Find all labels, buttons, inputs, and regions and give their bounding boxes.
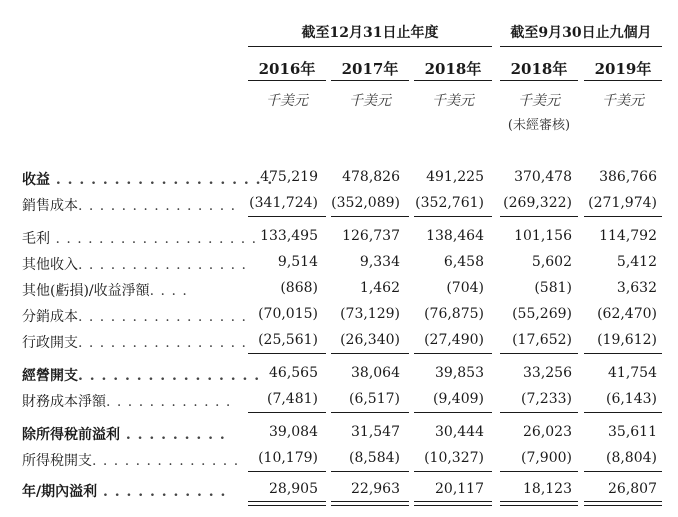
row-label-text: 分銷成本 [22, 309, 78, 325]
cell-value: (70,015) [258, 306, 318, 322]
row-label [22, 332, 247, 352]
cell-value: (269,322) [503, 195, 572, 211]
row-label-text: 年/期內溢利 [22, 484, 98, 500]
cell-value: 38,064 [351, 365, 400, 381]
column-year: 2017年 [341, 60, 399, 78]
subtotal-rule [331, 353, 409, 354]
subtotal-rule [500, 353, 578, 354]
cell-value: 28,905 [269, 481, 318, 497]
total-double-underline [500, 505, 578, 506]
cell-value: (10,179) [258, 450, 318, 466]
group-underline [500, 46, 662, 47]
cell-value: (7,233) [520, 391, 572, 407]
year-underline [414, 80, 492, 81]
cell-value: 26,807 [608, 481, 657, 497]
total-double-underline [500, 501, 578, 502]
column-year: 2016年 [258, 60, 316, 78]
row-label-text: 財務成本淨額 [22, 394, 106, 410]
column-unit: 千美元 [518, 93, 560, 109]
cell-value: 30,444 [435, 424, 484, 440]
cell-value: (26,340) [340, 332, 400, 348]
row-label [22, 391, 231, 411]
dot-leader: . . . . . . . . . . . . . . . [78, 198, 237, 214]
cell-value: (17,652) [512, 332, 572, 348]
cell-value: (581) [534, 280, 572, 296]
cell-value: (9,409) [432, 391, 484, 407]
cell-value: 101,156 [514, 228, 572, 244]
subtotal-rule [414, 353, 492, 354]
column-unit: 千美元 [349, 93, 391, 109]
cell-value: (27,490) [424, 332, 484, 348]
row-label [22, 481, 226, 501]
dot-leader: . . . . . . . . . . . . . . [92, 453, 240, 469]
row-label-text: 其他收入 [22, 257, 78, 273]
cell-value: 22,963 [351, 481, 400, 497]
subtotal-rule [584, 216, 662, 217]
subtotal-rule [248, 412, 326, 413]
subtotal-rule [584, 412, 662, 413]
cell-value: 5,412 [616, 254, 657, 270]
cell-value: (352,089) [331, 195, 400, 211]
cell-value: 20,117 [435, 481, 484, 497]
row-label-text: 其他(虧損)/收益淨額 [22, 283, 150, 299]
dot-leader: . . . . . . . . . . . . . . . . [78, 335, 247, 351]
cell-value: (868) [280, 280, 318, 296]
cell-value: (8,804) [605, 450, 657, 466]
cell-value: 26,023 [523, 424, 572, 440]
row-label-text: 收益 [22, 172, 50, 188]
cell-value: 6,458 [443, 254, 484, 270]
total-double-underline [331, 505, 409, 506]
cell-value: (352,761) [415, 195, 484, 211]
total-double-underline [584, 505, 662, 506]
column-year: 2018年 [424, 60, 482, 78]
dot-leader: . . . . . . . . . . . . . . . . . . . [50, 231, 258, 247]
cell-value: 18,123 [523, 481, 572, 497]
year-underline [248, 80, 326, 81]
row-label-text: 經營開支 [22, 368, 78, 384]
row-label-text: 行政開支 [22, 335, 78, 351]
cell-value: (76,875) [424, 306, 484, 322]
cell-value: (6,143) [605, 391, 657, 407]
row-label-text: 銷售成本 [22, 198, 78, 214]
subtotal-rule [500, 216, 578, 217]
cell-value: 41,754 [608, 365, 657, 381]
subtotal-rule [500, 471, 578, 472]
dot-leader: . . . . . . . . . [120, 427, 226, 443]
cell-value: 370,478 [514, 169, 572, 185]
total-double-underline [584, 501, 662, 502]
row-label [22, 424, 226, 444]
row-label [22, 280, 188, 300]
dot-leader: . . . . [149, 283, 188, 299]
total-double-underline [331, 501, 409, 502]
dot-leader: . . . . . . . . . . . . . . . . [78, 309, 247, 325]
column-unit: 千美元 [602, 93, 644, 109]
total-double-underline [248, 501, 326, 502]
total-double-underline [414, 505, 492, 506]
subtotal-rule [248, 471, 326, 472]
cell-value: (19,612) [597, 332, 657, 348]
row-label-text: 毛利 [22, 231, 50, 247]
dot-leader: . . . . . . . . . . . [97, 484, 227, 500]
column-year: 2018年 [510, 60, 568, 78]
cell-value: (7,481) [266, 391, 318, 407]
cell-value: (271,974) [588, 195, 657, 211]
cell-value: 133,495 [260, 228, 318, 244]
subtotal-rule [331, 412, 409, 413]
cell-value: (62,470) [597, 306, 657, 322]
column-unit: 千美元 [432, 93, 474, 109]
cell-value: 114,792 [599, 228, 657, 244]
row-label-text: 所得稅開支 [22, 453, 92, 469]
total-double-underline [248, 505, 326, 506]
cell-value: 46,565 [269, 365, 318, 381]
cell-value: 475,219 [260, 169, 318, 185]
cell-value: (7,900) [520, 450, 572, 466]
dot-leader: . . . . . . . . . . . . . . . . [78, 368, 261, 384]
cell-value: 39,853 [435, 365, 484, 381]
subtotal-rule [414, 471, 492, 472]
cell-value: 9,514 [277, 254, 318, 270]
cell-value: 5,602 [531, 254, 572, 270]
cell-value: 126,737 [342, 228, 400, 244]
column-year: 2019年 [594, 60, 652, 78]
subtotal-rule [248, 216, 326, 217]
subtotal-rule [584, 353, 662, 354]
subtotal-rule [331, 216, 409, 217]
subtotal-rule [584, 471, 662, 472]
cell-value: 9,334 [359, 254, 400, 270]
column-unit: 千美元 [266, 93, 308, 109]
cell-value: 491,225 [426, 169, 484, 185]
total-double-underline [414, 501, 492, 502]
cell-value: 35,611 [608, 424, 657, 440]
dot-leader: . . . . . . . . . . . . . . . . . . . [50, 172, 274, 188]
cell-value: (341,724) [249, 195, 318, 211]
cell-value: 478,826 [342, 169, 400, 185]
subtotal-rule [331, 471, 409, 472]
cell-value: (10,327) [424, 450, 484, 466]
year-underline [584, 80, 662, 81]
subtotal-rule [414, 216, 492, 217]
row-label [22, 306, 247, 326]
cell-value: 39,084 [269, 424, 318, 440]
unaudited-note: (未經審核) [507, 118, 571, 133]
row-label [22, 195, 236, 215]
cell-value: (55,269) [512, 306, 572, 322]
cell-value: 138,464 [426, 228, 484, 244]
group-header-nine-months: 截至9月30日止九個月 [510, 25, 652, 41]
cell-value: (8,584) [348, 450, 400, 466]
cell-value: (25,561) [258, 332, 318, 348]
year-underline [500, 80, 578, 81]
cell-value: 31,547 [351, 424, 400, 440]
cell-value: (704) [446, 280, 484, 296]
cell-value: (73,129) [340, 306, 400, 322]
dot-leader: . . . . . . . . . . . . [106, 394, 232, 410]
cell-value: 33,256 [523, 365, 572, 381]
subtotal-rule [248, 353, 326, 354]
year-underline [331, 80, 409, 81]
dot-leader: . . . . . . . . . . . . . . . . [78, 257, 247, 273]
row-label [22, 365, 260, 385]
group-underline [248, 46, 492, 47]
cell-value: 1,462 [359, 280, 400, 296]
row-label-text: 除所得稅前溢利 [22, 427, 120, 443]
row-label [22, 228, 257, 248]
group-header-full-year: 截至12月31日止年度 [301, 25, 439, 41]
subtotal-rule [500, 412, 578, 413]
cell-value: (6,517) [348, 391, 400, 407]
cell-value: 386,766 [599, 169, 657, 185]
cell-value: 3,632 [616, 280, 657, 296]
row-label [22, 450, 239, 470]
row-label [22, 254, 247, 274]
subtotal-rule [414, 412, 492, 413]
